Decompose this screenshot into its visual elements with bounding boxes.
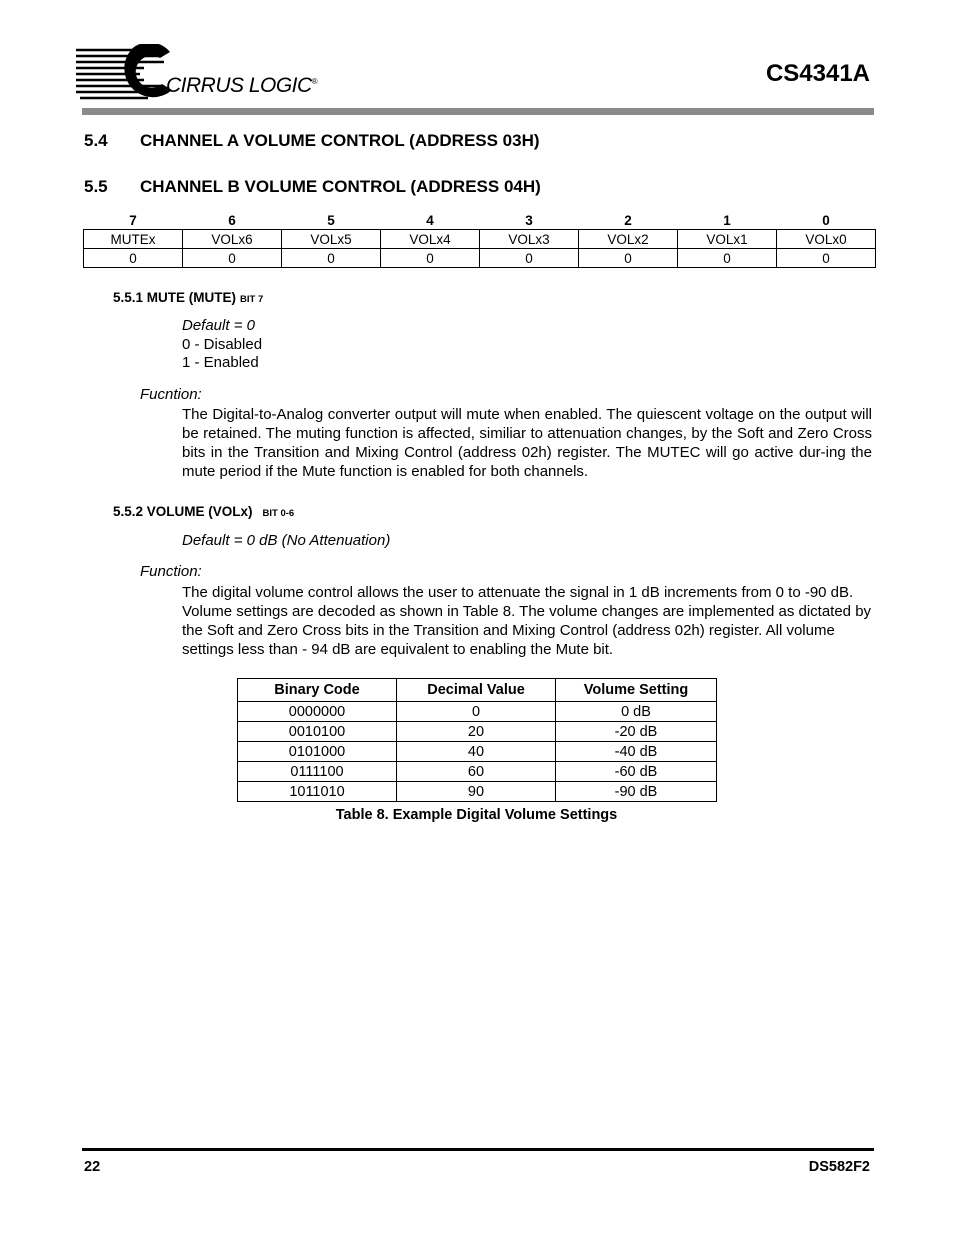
register-name-row [84,230,876,249]
cirrus-logo-icon [74,44,174,102]
cirrus-logic-logo [74,44,334,102]
bit-default: 0 [678,249,777,268]
bit-number: 7 [129,212,137,228]
bit-number: 0 [822,212,830,228]
volume-function-text: The digital volume control allows the user to attenuate the signal in 1 dB increments from 0 to -90 dB. Volume settings are decoded as shown in Table 8. The volume changes are implemented as dictated by the Soft and Zero Cross bits in the Transition and Mixing Control (address 02h) register. All volume settings less than - 94 dB are equivalent to enabling the Mute bit. [182,584,872,658]
volume-default: Default = 0 dB (No Attenuation) [182,532,391,549]
table-cell: -20 dB [556,722,717,742]
bit-default: 0 [480,249,579,268]
table-cell: 0000000 [238,702,397,722]
bit-default: 0 [777,249,876,268]
mute-default: Default = 0 [182,317,255,334]
column-header: Volume Setting [556,679,717,702]
table-cell: 0 dB [556,702,717,722]
table-cell: -60 dB [556,762,717,782]
bit-name: VOLx3 [480,230,579,249]
bit-default: 0 [282,249,381,268]
bit-number: 3 [525,212,533,228]
table-cell: 0010100 [238,722,397,742]
volume-function-label: Function: [140,563,202,580]
table-cell: 0111100 [238,762,397,782]
column-header: Binary Code [238,679,397,702]
register-table [83,211,876,268]
mute-option-0: 0 - Disabled [182,336,263,353]
volume-settings-table [237,678,717,802]
footer-rule [82,1148,874,1151]
table-caption: Table 8. Example Digital Volume Settings [335,807,618,823]
table-cell: 20 [397,722,556,742]
bit-default: 0 [381,249,480,268]
table-header-row [238,679,717,702]
bit-default: 0 [579,249,678,268]
table-cell: -40 dB [556,742,717,762]
bit-number: 2 [624,212,632,228]
table-cell: 40 [397,742,556,762]
table-cell: -90 dB [556,782,717,802]
section-5-4-heading: 5.4 CHANNEL A VOLUME CONTROL (ADDRESS 03H) [84,131,540,150]
bit-number: 6 [228,212,236,228]
table-cell: 1011010 [238,782,397,802]
table-row [238,782,717,802]
table-row [238,722,717,742]
table-cell: 0101000 [238,742,397,762]
bit-name: MUTEx [84,230,183,249]
document-id: DS582F2 [808,1159,870,1175]
table-row [238,742,717,762]
header-rule [82,108,874,115]
logo-text: CIRRUS LOGIC® [166,74,318,97]
mute-option-1: 1 - Enabled [182,354,259,371]
table-cell: 60 [397,762,556,782]
bit-number: 5 [327,212,335,228]
table-cell: 90 [397,782,556,802]
bit-name: VOLx0 [777,230,876,249]
volume-heading: 5.5.2 VOLUME (VOLx) BIT 0-6 [113,504,295,519]
section-5-5-heading: 5.5 CHANNEL B VOLUME CONTROL (ADDRESS 04H) [84,177,541,196]
table-row [238,702,717,722]
bit-number: 1 [723,212,731,228]
register-bit-row [84,211,876,230]
bit-default: 0 [183,249,282,268]
page-number: 22 [84,1159,101,1175]
bit-name: VOLx1 [678,230,777,249]
bit-number: 4 [426,212,434,228]
bit-name: VOLx5 [282,230,381,249]
column-header: Decimal Value [397,679,556,702]
bit-default: 0 [84,249,183,268]
mute-heading: 5.5.1 MUTE (MUTE) BIT 7 [113,290,264,305]
bit-name: VOLx4 [381,230,480,249]
bit-name: VOLx2 [579,230,678,249]
bit-name: VOLx6 [183,230,282,249]
mute-function-text: The Digital-to-Analog converter output will mute when enabled. The quiescent voltage on the output will be retained. The muting function is affected, similiar to attenuation changes, by the Soft and Zero Cross bits in the Transition and Mixing Control (address 02h) register. The MUTEC will go active dur-ing the mute period if the Mute function is enabled for both channels. [182,406,872,480]
table-row [238,762,717,782]
table-cell: 0 [397,702,556,722]
part-number: CS4341A [765,60,870,87]
register-default-row [84,249,876,268]
mute-function-label: Fucntion: [140,386,202,403]
